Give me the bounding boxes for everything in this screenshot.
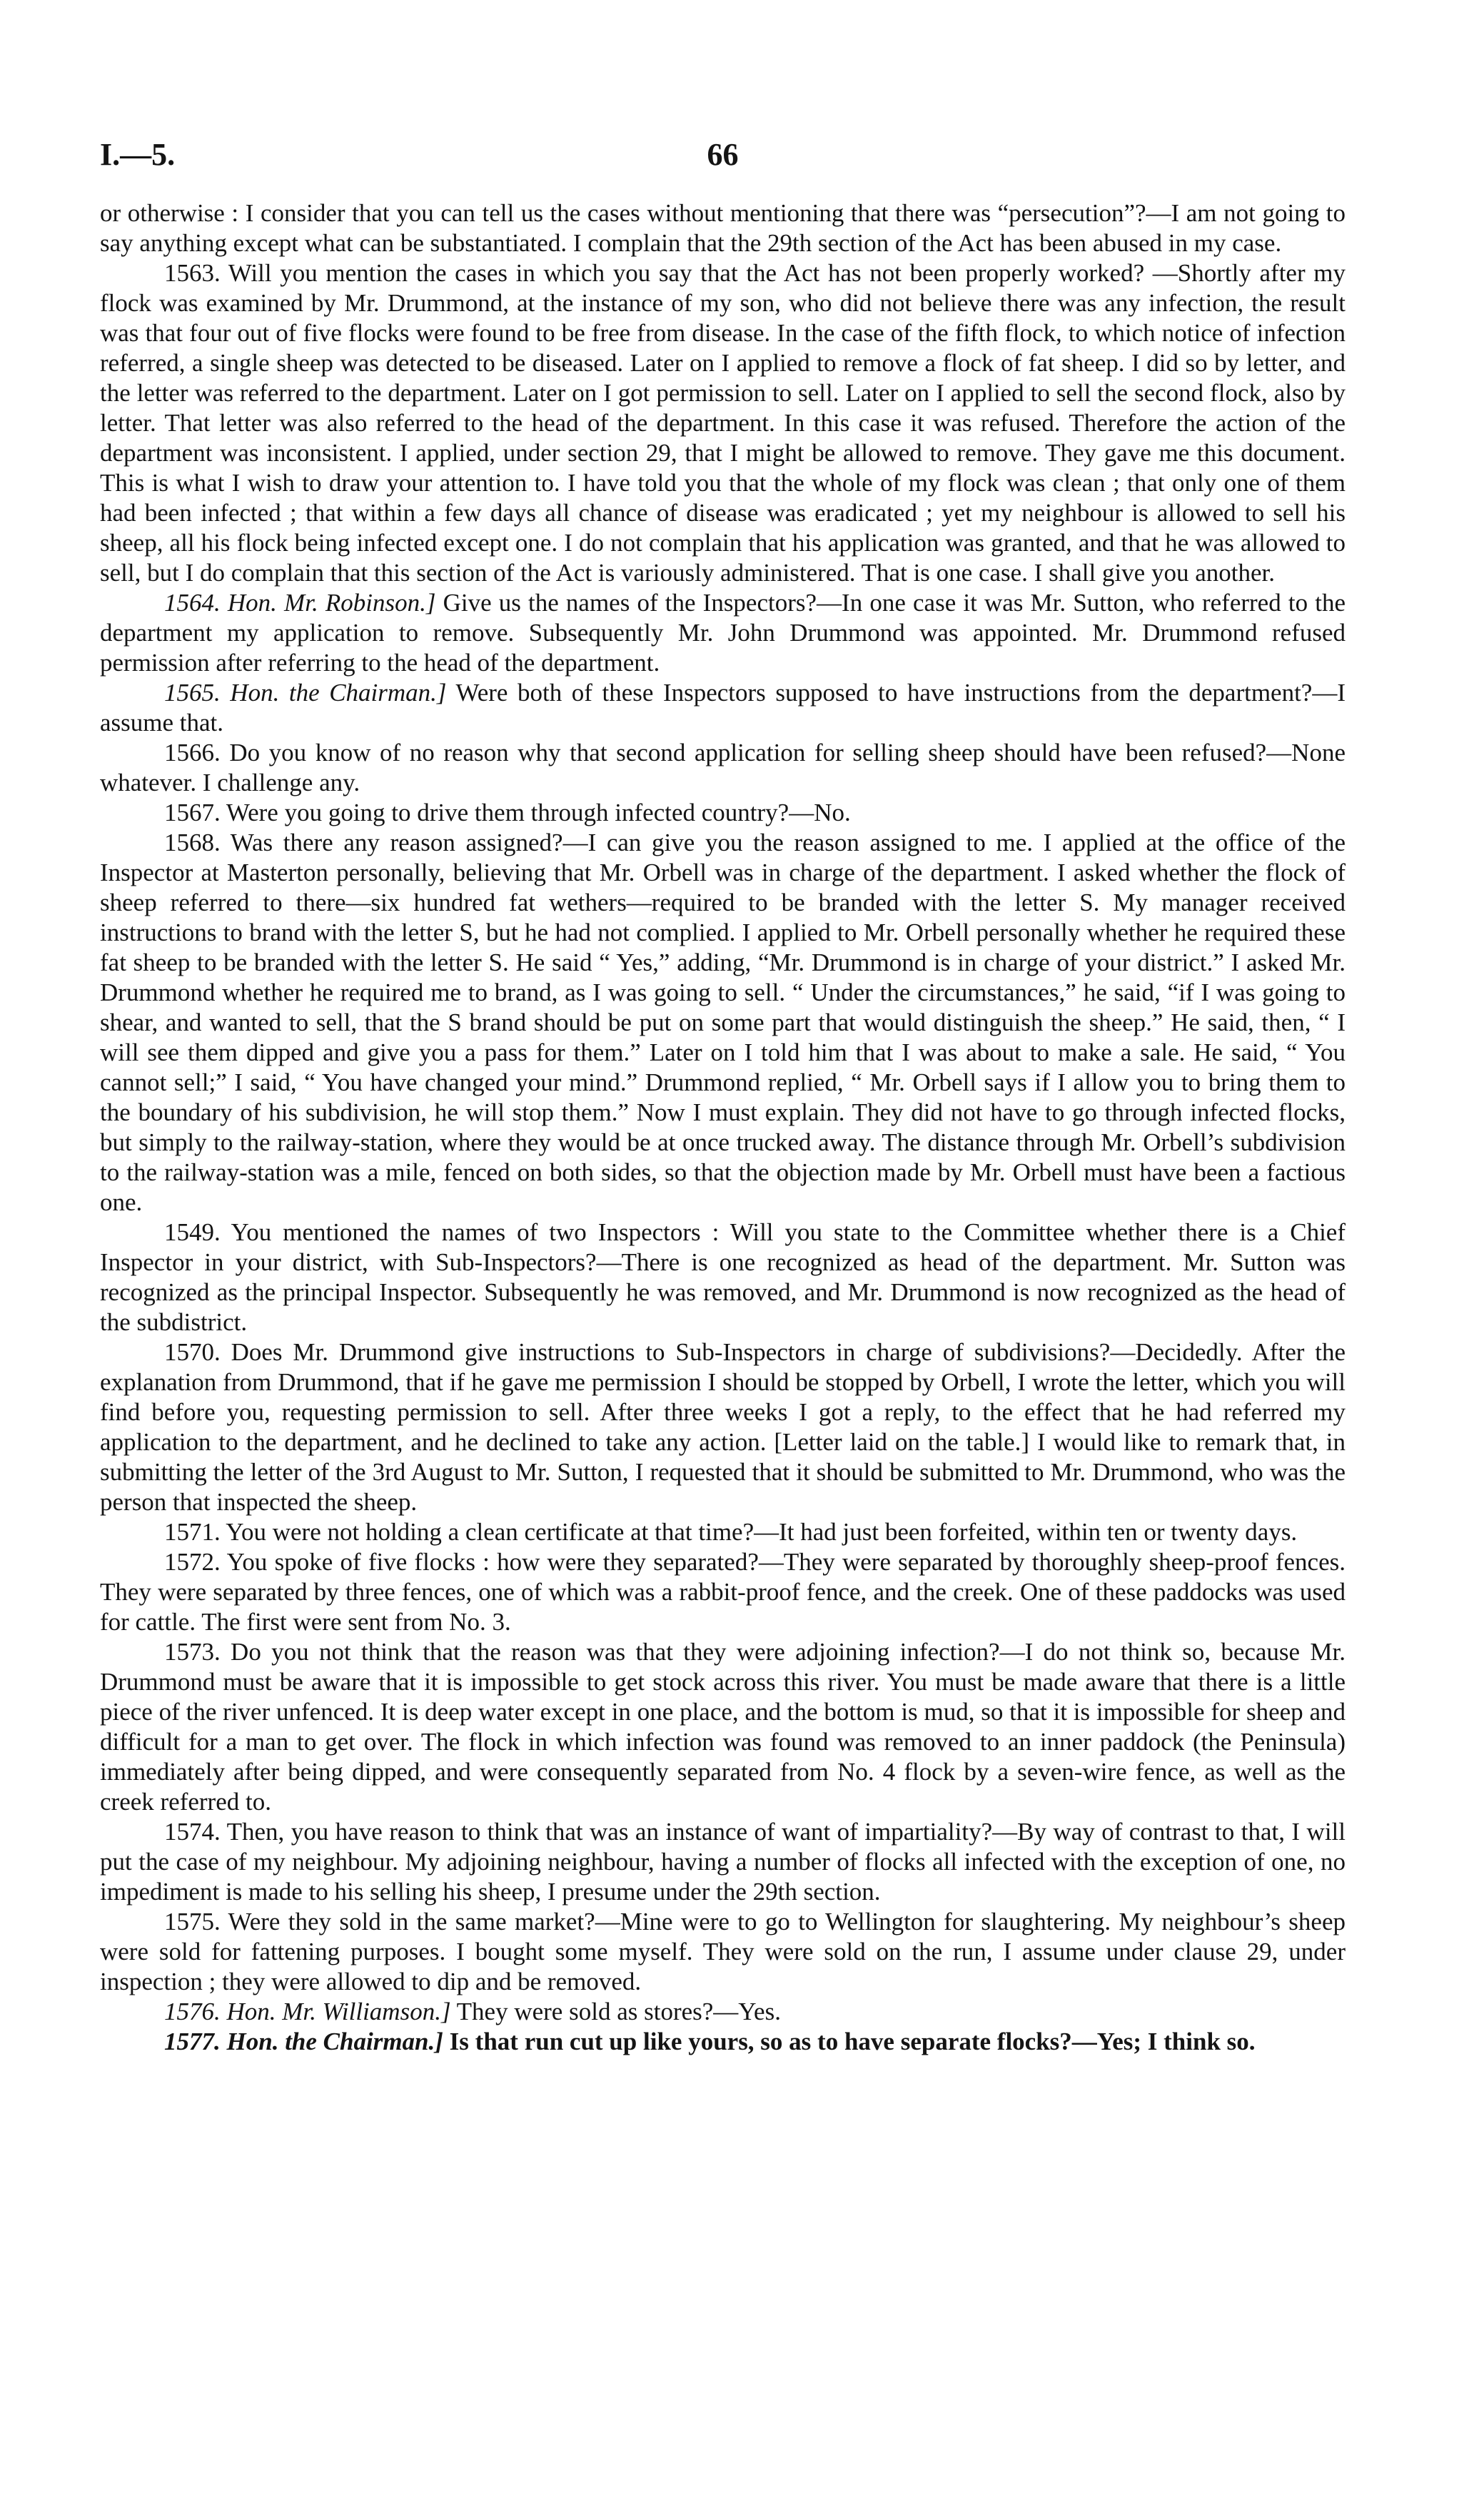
paragraph-text: 1573. Do you not think that the reason was that they were adjoining infection?—I do not think so, because Mr. Drummond must be aware that it is impossible to get stock across this river. You must be made aware that there is a little piece of the river unfenced. It is deep water except in one place, and the bottom is mud, so that it is impossible for sheep and difficult for a man to get over. The flock in which infection was found was removed to an inner paddock (the Peninsula) immediately after being dipped, and were consequently separated from No. 4 flock by a seven-wire fence, as well as the creek referred to. — [100, 1638, 1346, 1816]
paragraph-text: Is that run cut up like yours, so as to have separate flocks?—Yes; I think so. — [443, 2028, 1256, 2055]
paragraph-text: Give us the names of the Inspectors?—In one case it was Mr. Sutton, who referred to the department my application to remove. Subsequently Mr. John Drummond was appointed. Mr. Drummond refused permission after referring to the head of the department. — [100, 589, 1346, 677]
paragraph-text: 1570. Does Mr. Drummond give instructions to Sub-Inspectors in charge of subdivisions?—Decidedly. After the explanation from Drummond, that if he gave me permission I should be stopped by Orbell, I wrote the letter, which you will find before you, requesting permission to sell. After three weeks I got a reply, to the effect that he had referred my application to the department, and he declined to take any action. [Letter laid on the table.] I would like to remark that, in submitting the letter of the 3rd August to Mr. Sutton, I requested that it should be submitted to Mr. Drummond, who was the person that inspected the sheep. — [100, 1338, 1346, 1516]
speaker-label: 1576. Hon. Mr. Williamson.] — [164, 1998, 451, 2025]
paragraph — [100, 1337, 1346, 1517]
paragraph — [100, 588, 1346, 678]
paragraph — [100, 738, 1346, 798]
paragraph — [100, 258, 1346, 588]
paragraph — [100, 828, 1346, 1218]
speaker-label: 1577. Hon. the Chairman.] — [164, 2028, 443, 2055]
page-number: 66 — [707, 137, 739, 172]
paragraph-text: 1575. Were they sold in the same market?—Mine were to go to Wellington for slaughtering. My neighbour’s sheep were sold for fattening purposes. I bought some myself. They were sold on the run, I assume under clause 29, under inspection ; they were allowed to dip and be removed. — [100, 1908, 1346, 1995]
paragraph-text: 1567. Were you going to drive them through infected country?—No. — [164, 799, 851, 826]
paragraph — [100, 1817, 1346, 1907]
paragraph-text: Were both of these Inspectors supposed to have instructions from the department?—I assume that. — [100, 679, 1346, 737]
document-body — [100, 198, 1346, 2057]
paragraph — [100, 1517, 1346, 1547]
paragraph-text: 1566. Do you know of no reason why that second application for selling sheep should have been refused?—None whatever. I challenge any. — [100, 739, 1346, 796]
paragraph — [100, 1997, 1346, 2027]
paragraph-text: 1568. Was there any reason assigned?—I can give you the reason assigned to me. I applied at the office of the Inspector at Masterton personally, believing that Mr. Orbell was in charge of the department. I asked whether the flock of sheep referred to there—six hundred fat wethers—required to be branded with the letter S. My manager received instructions to brand with the letter S, but he had not complied. I applied to Mr. Orbell personally whether he required these fat sheep to be branded with the letter S. He said “ Yes,” adding, “Mr. Drummond is in charge of your district.” I asked Mr. Drummond whether he required me to brand, as I was going to sell. “ Under the circumstances,” he said, “if I was going to shear, and wanted to sell, that the S brand should be put on some part that would distinguish the sheep.” He said, then, “ I will see them dipped and give you a pass for them.” Later on I told him that I was about to make a sale. He said, “ You cannot sell;” I said, “ You have changed your mind.” Drummond replied, “ Mr. Orbell says if I allow you to bring them to the boundary of his subdivision, he will stop them.” Now I must explain. They did not have to go through infected flocks, but simply to the railway-station, where they would be at once trucked away. The distance through Mr. Orbell’s subdivision to the railway-station was a mile, fenced on both sides, so that the objection made by Mr. Orbell must have been a factious one. — [100, 829, 1346, 1216]
paragraph-text: 1572. You spoke of five flocks : how were they separated?—They were separated by thoroughly sheep-proof fences. They were separated by three fences, one of which was a rabbit-proof fence, and the creek. One of these paddocks was used for cattle. The first were sent from No. 3. — [100, 1548, 1346, 1636]
paragraph — [100, 1547, 1346, 1637]
document-reference: I.—5. — [100, 137, 176, 172]
paragraph — [100, 2027, 1346, 2057]
paragraph — [100, 1637, 1346, 1817]
paragraph — [100, 678, 1346, 738]
speaker-label: 1565. Hon. the Chairman.] — [164, 679, 447, 707]
paragraph — [100, 1907, 1346, 1997]
paragraph-text: 1549. You mentioned the names of two Inspectors : Will you state to the Committee whether there is a Chief Inspector in your district, with Sub-Inspectors?—There is one recognized as head of the department. Mr. Sutton was recognized as the principal Inspector. Subsequently he was removed, and Mr. Drummond is now recognized as the head of the subdistrict. — [100, 1218, 1346, 1336]
document-page — [100, 136, 1346, 2057]
paragraph-text: 1574. Then, you have reason to think that was an instance of want of impartiality?—By way of contrast to that, I will put the case of my neighbour. My adjoining neighbour, having a number of flocks all infected with the exception of one, no impediment is made to his selling his sheep, I presume under the 29th section. — [100, 1818, 1346, 1906]
paragraph-text: 1563. Will you mention the cases in which you say that the Act has not been properly worked? —Shortly after my flock was examined by Mr. Drummond, at the instance of my son, who did not believe there was any infection, the result was that four out of five flocks were found to be free from disease. In the case of the fifth flock, to which notice of infection referred, a single sheep was detected to be diseased. Later on I applied to remove a flock of fat sheep. I did so by letter, and the letter was referred to the department. Later on I got permission to sell. Later on I applied to sell the second flock, also by letter. That letter was also referred to the head of the department. In this case it was refused. Therefore the action of the department was inconsistent. I applied, under section 29, that I might be allowed to remove. They gave me this document. This is what I wish to draw your attention to. I have told you that the whole of my flock was clean ; that only one of them had been infected ; that within a few days all chance of disease was eradicated ; yet my neighbour is allowed to sell his sheep, all his flock being infected except one. I do not complain that his application was granted, and that he was allowed to sell, but I do complain that this section of the Act is variously administered. That is one case. I shall give you another. — [100, 259, 1346, 587]
speaker-label: 1564. Hon. Mr. Robinson.] — [164, 589, 436, 617]
paragraph — [100, 198, 1346, 258]
paragraph-text: They were sold as stores?—Yes. — [450, 1998, 781, 2025]
paragraph-text: or otherwise : I consider that you can tell us the cases without mentioning that there was “persecution”?—I am not going to say anything except what can be substantiated. I complain that the 29th section of the Act has been abused in my case. — [100, 199, 1346, 257]
paragraph — [100, 1218, 1346, 1337]
paragraph-text: 1571. You were not holding a clean certificate at that time?—It had just been forfeited, within ten or twenty days. — [164, 1518, 1298, 1546]
paragraph — [100, 798, 1346, 828]
page-header — [100, 136, 1346, 193]
